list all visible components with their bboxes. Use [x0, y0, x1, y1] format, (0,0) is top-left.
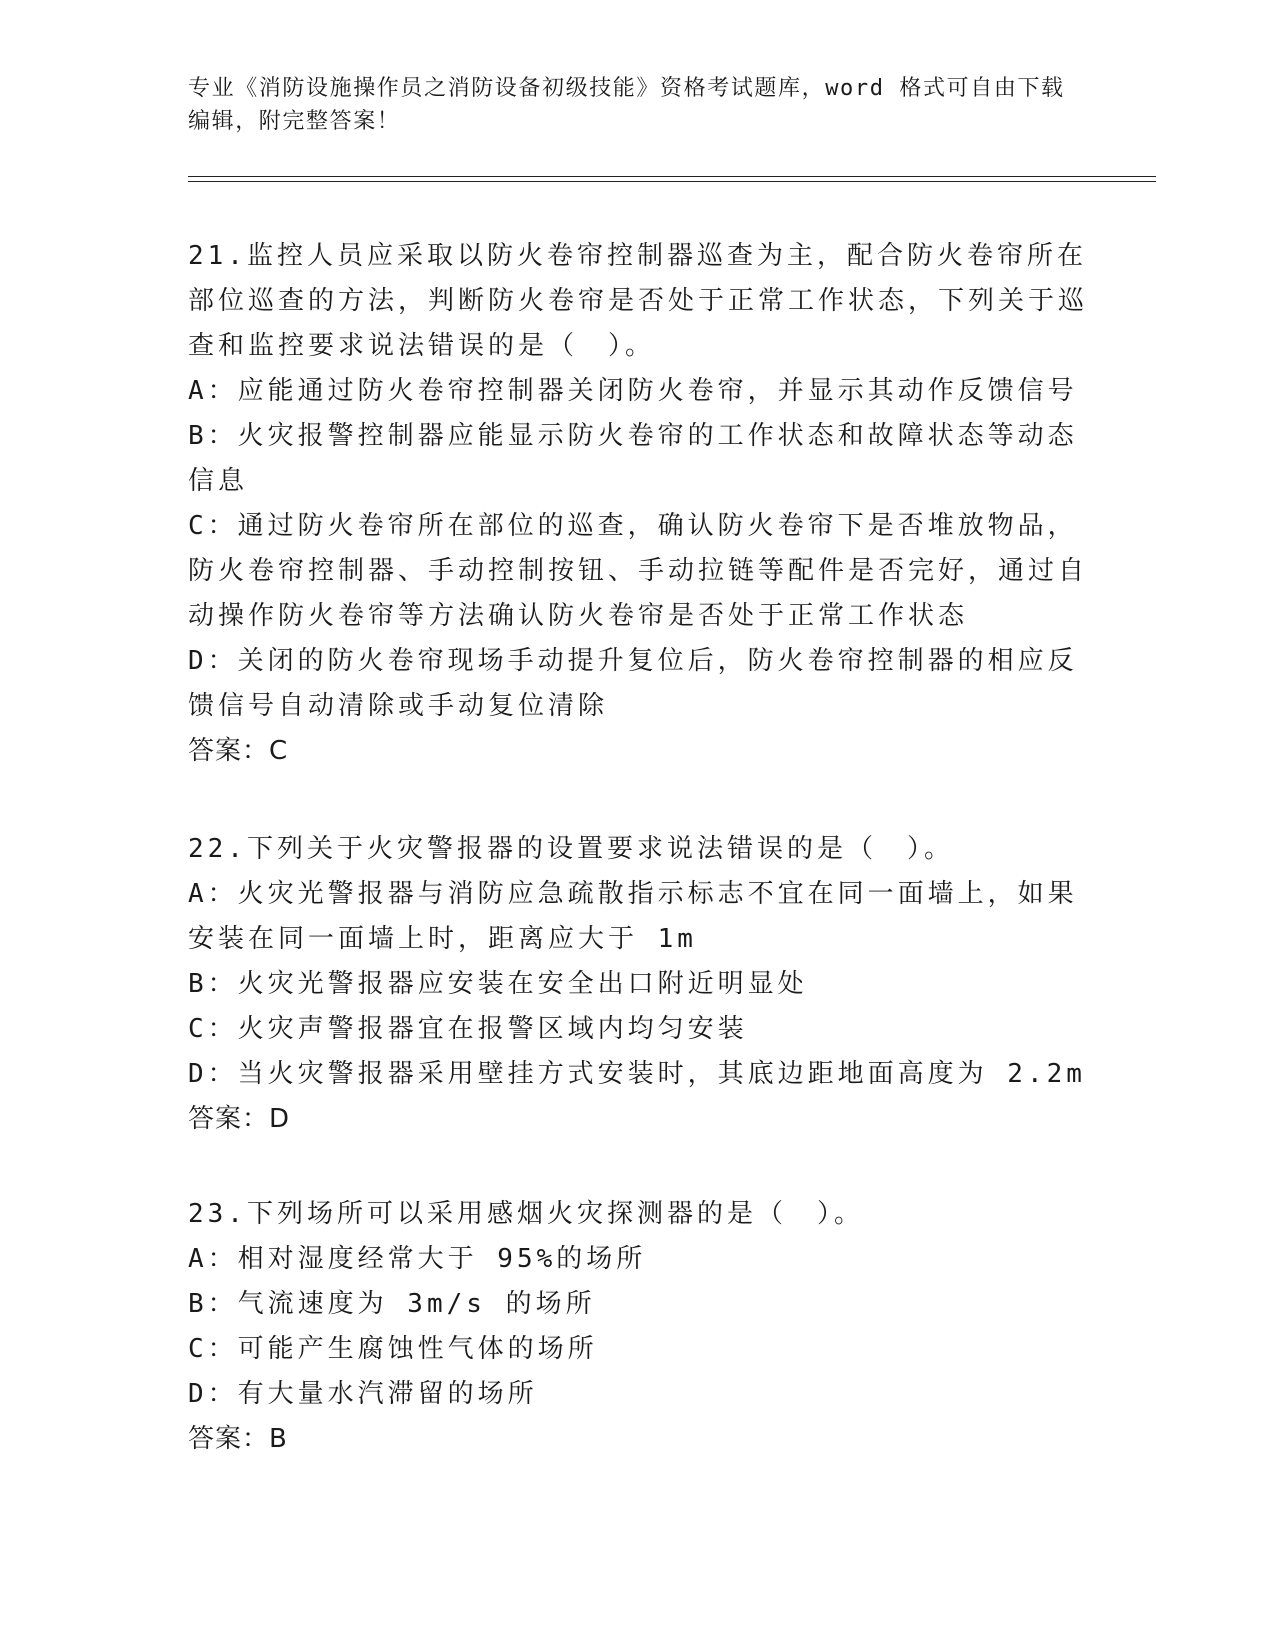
question-block	[188, 827, 1088, 1142]
option-a: A：应能通过防火卷帘控制器关闭防火卷帘，并显示其动作反馈信号	[188, 376, 1078, 406]
document-header: 专业《消防设施操作员之消防设备初级技能》资格考试题库，word 格式可自由下载编辑，附完整答案！	[188, 76, 1065, 134]
option-d: D：有大量水汽滞留的场所	[188, 1379, 538, 1409]
option-d: D：当火灾警报器采用壁挂方式安装时，其底边距地面高度为 2.2m	[188, 1059, 1086, 1089]
answer: 答案：B	[188, 1424, 288, 1454]
answer: 答案：D	[188, 1104, 291, 1134]
question-stem: 21.监控人员应采取以防火卷帘控制器巡查为主，配合防火卷帘所在部位巡查的方法，判断防火卷帘是否处于正常工作状态，下列关于巡查和监控要求说法错误的是（ ）。	[188, 241, 1089, 361]
option-a: A：火灾光警报器与消防应急疏散指示标志不宜在同一面墙上，如果安装在同一面墙上时，距离应大于 1m	[188, 879, 1078, 954]
answer: 答案：C	[188, 736, 289, 766]
option-b: B：火灾报警控制器应能显示防火卷帘的工作状态和故障状态等动态信息	[188, 421, 1078, 496]
option-c: C：可能产生腐蚀性气体的场所	[188, 1334, 598, 1364]
question-block	[188, 1192, 1088, 1462]
option-c: C：火灾声警报器宜在报警区域内均匀安装	[188, 1014, 748, 1044]
option-b: B：火灾光警报器应安装在安全出口附近明显处	[188, 969, 808, 999]
header-divider	[188, 181, 1156, 182]
question-stem: 22.下列关于火灾警报器的设置要求说法错误的是（ ）。	[188, 834, 954, 864]
option-c: C：通过防火卷帘所在部位的巡查，确认防火卷帘下是否堆放物品，防火卷帘控制器、手动控制按钮、手动拉链等配件是否完好，通过自动操作防火卷帘等方法确认防火卷帘是否处于正常工作状态	[188, 511, 1089, 631]
header-divider	[188, 176, 1156, 177]
option-d: D：关闭的防火卷帘现场手动提升复位后，防火卷帘控制器的相应反馈信号自动清除或手动复位清除	[188, 646, 1078, 721]
question-stem: 23.下列场所可以采用感烟火灾探测器的是（ ）。	[188, 1199, 864, 1229]
question-block	[188, 234, 1088, 774]
option-a: A：相对湿度经常大于 95%的场所	[188, 1244, 647, 1274]
option-b: B：气流速度为 3m/s 的场所	[188, 1289, 596, 1319]
